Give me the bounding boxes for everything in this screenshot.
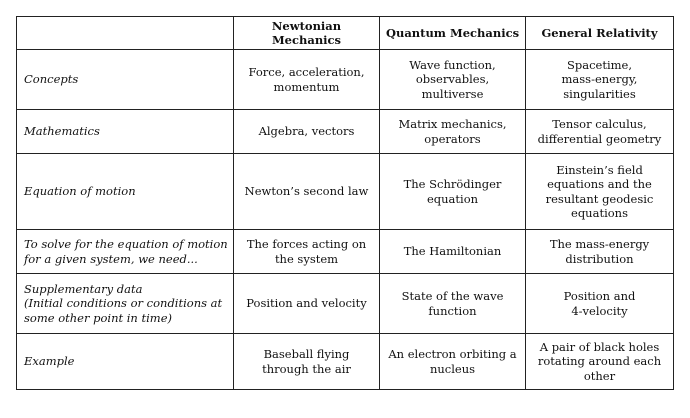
table-cell: Position and velocity (234, 274, 380, 334)
comparison-table (16, 16, 674, 390)
table-cell: Spacetime, mass-energy, singularities (526, 50, 674, 110)
table-cell: The Hamiltonian (380, 230, 526, 274)
header-row (17, 17, 674, 50)
table-row (17, 50, 674, 110)
table-cell: A pair of black holes rotating around each other (526, 334, 674, 390)
header-quantum: Quantum Mechanics (380, 17, 526, 50)
row-label: Example (17, 334, 234, 390)
table-cell: Force, acceleration, momentum (234, 50, 380, 110)
table-row (17, 230, 674, 274)
table-cell: Tensor calculus, differential geometry (526, 110, 674, 154)
row-label: Equation of motion (17, 154, 234, 230)
table-cell: Wave function, observables, multiverse (380, 50, 526, 110)
row-label: Supplementary data (Initial conditions or conditions at some other point in time) (17, 274, 234, 334)
row-label: Concepts (17, 50, 234, 110)
table-cell: State of the wave function (380, 274, 526, 334)
table-cell: Position and 4-velocity (526, 274, 674, 334)
table-cell: Baseball flying through the air (234, 334, 380, 390)
table-cell: The Schrödinger equation (380, 154, 526, 230)
row-label: To solve for the equation of motion for a given system, we need... (17, 230, 234, 274)
table-cell: Matrix mechanics, operators (380, 110, 526, 154)
table-row (17, 334, 674, 390)
table-cell: Newton’s second law (234, 154, 380, 230)
header-newtonian: Newtonian Mechanics (234, 17, 380, 50)
table-cell: Algebra, vectors (234, 110, 380, 154)
table-row (17, 154, 674, 230)
table-cell: The forces acting on the system (234, 230, 380, 274)
table-cell: An electron orbiting a nucleus (380, 334, 526, 390)
header-relativity: General Relativity (526, 17, 674, 50)
table-cell: Einstein’s field equations and the resultant geodesic equations (526, 154, 674, 230)
header-corner (17, 17, 234, 50)
table-row (17, 274, 674, 334)
table-row (17, 110, 674, 154)
table-cell: The mass-energy distribution (526, 230, 674, 274)
row-label: Mathematics (17, 110, 234, 154)
